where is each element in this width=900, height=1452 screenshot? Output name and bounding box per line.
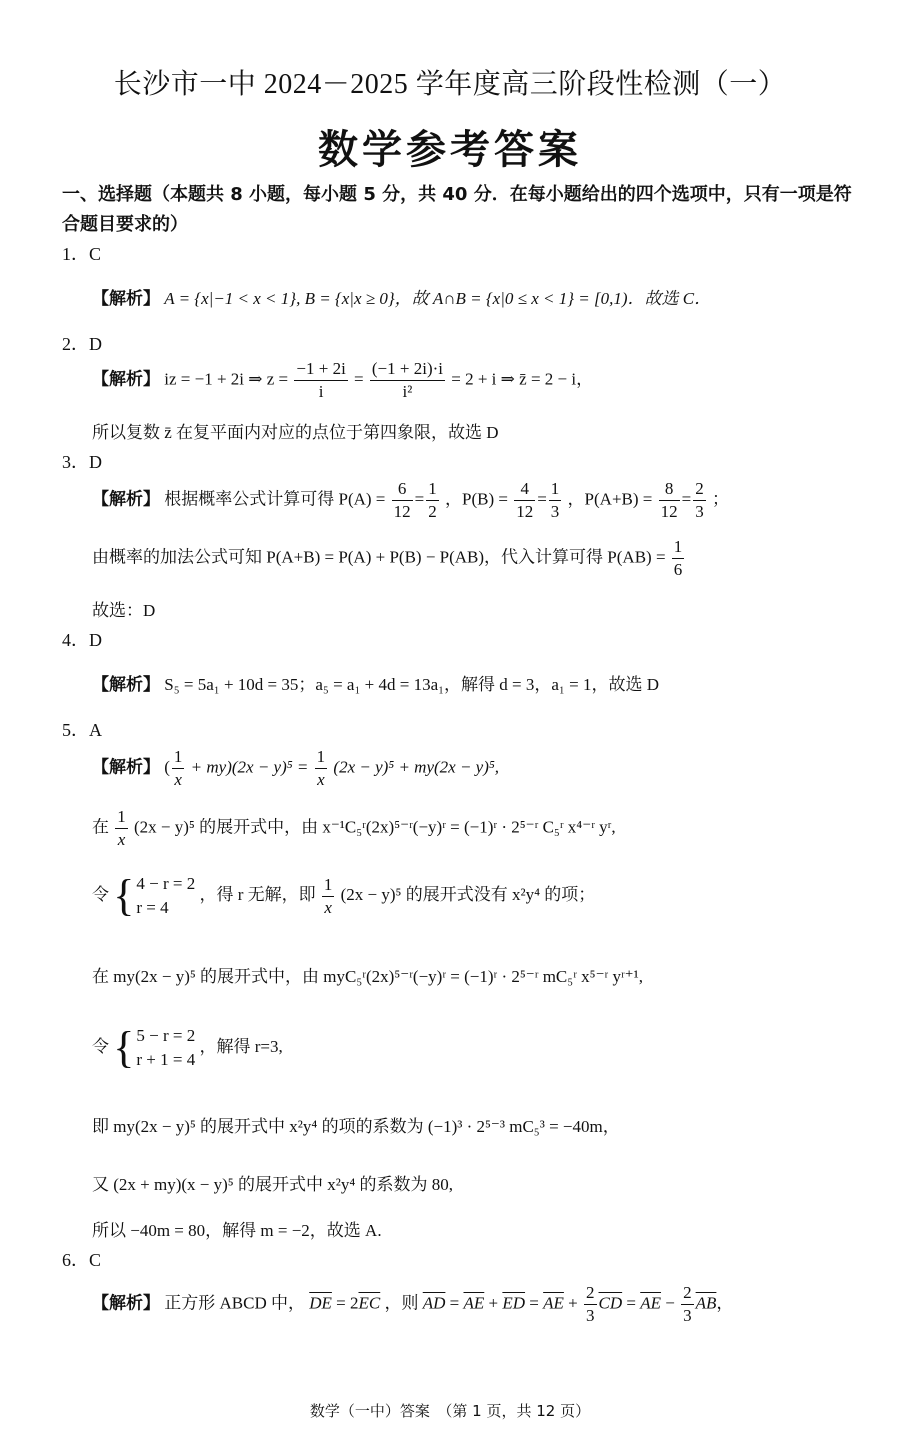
question-2-analysis <box>92 358 593 403</box>
question-3-label: 3．D <box>62 452 102 472</box>
numerator: 1 <box>172 746 185 769</box>
pa-fraction-reduced <box>426 478 439 523</box>
page-footer: 数学（一中）答案 （第 1 页，共 12 页） <box>309 1402 591 1420</box>
denominator: 2 <box>428 502 437 521</box>
q5-l3-c: (2x − y)⁵ 的展开式没有 x²y⁴ 的项； <box>340 884 596 904</box>
vector-ae-3: $\overline{AE}$ <box>640 1293 662 1313</box>
q5-l2-a: 在 <box>92 817 109 837</box>
denominator: 3 <box>695 502 704 521</box>
q6-j: ， <box>716 1293 734 1313</box>
vector-ec: $\overline{EC}$ <box>358 1293 381 1313</box>
question-5-label: 5．A <box>62 720 102 740</box>
q6-f: = <box>529 1293 539 1313</box>
analysis-tag: 【解析】 <box>92 675 160 695</box>
q6-c: ，则 <box>384 1293 419 1313</box>
equation-system-1 <box>136 872 195 920</box>
pb-fraction <box>514 478 535 523</box>
denominator: 12 <box>516 502 534 521</box>
numerator: 1 <box>426 478 439 501</box>
numerator: 8 <box>659 478 680 501</box>
q6-h: = <box>626 1293 636 1313</box>
page-subtitle: 数学参考答案 <box>318 127 582 173</box>
denominator: x <box>174 770 182 789</box>
system-row: 4 − r = 2 <box>136 874 196 893</box>
q6-g: + <box>568 1293 578 1313</box>
vector-cd: $\overline{CD}$ <box>598 1293 623 1313</box>
q5-l3-b: ，得 r 无解，即 <box>199 884 316 904</box>
numerator: 2 <box>681 1282 694 1305</box>
q2-line-2: 所以复数 z̄ 在复平面内对应的点位于第四象限，故选 D <box>92 423 499 442</box>
q6-b: = 2 <box>336 1293 359 1313</box>
denominator: x <box>324 897 332 917</box>
numerator: 4 <box>514 478 535 501</box>
denominator: x <box>117 830 126 849</box>
denominator: 3 <box>683 1306 692 1325</box>
question-1-analysis <box>92 284 711 309</box>
brace-icon: { <box>113 871 135 920</box>
q5-l5-a: 令 <box>92 1036 109 1056</box>
denominator: 6 <box>673 560 683 579</box>
q5-line-7: 又 (2x + my)(x − y)⁵ 的展开式中 x²y⁴ 的系数为 80, <box>92 1175 453 1194</box>
q2-fraction-2 <box>370 358 445 403</box>
q6-e: + <box>488 1293 499 1313</box>
q5-line-6: 即 my(2x − y)⁵ 的展开式中 x²y⁴ 的项的系数为 (−1)³ · 2⁵⁻³ mC₅³ = −40m， <box>92 1117 620 1136</box>
q5-paren: ( <box>164 757 170 777</box>
two-thirds-2 <box>681 1282 694 1327</box>
vector-ed: $\overline{ED}$ <box>502 1293 526 1313</box>
one-over-x-4 <box>322 874 335 919</box>
question-2-label: 2．D <box>62 334 102 354</box>
q1-text: A = {x|−1 < x < 1}, B = {x|x ≥ 0}，故 A∩B = {x|0 ≤ x < 1} = [0,1)．故选 C． <box>164 289 712 308</box>
numerator: 2 <box>693 478 706 501</box>
numerator: 1 <box>315 746 328 769</box>
q5-line-4: 在 my(2x − y)⁵ 的展开式中，由 myC₅ʳ(2x)⁵⁻ʳ(−y)ʳ = (−1)ʳ · 2⁵⁻ʳ mC₅ʳ x⁵⁻ʳ yʳ⁺¹, <box>92 967 643 986</box>
analysis-tag: 【解析】 <box>92 369 160 390</box>
q2-part-b: = 2 + i ⇒ z̄ = 2 − i， <box>451 369 594 389</box>
analysis-tag: 【解析】 <box>92 489 160 510</box>
question-6-analysis <box>92 1282 733 1327</box>
system-row: 5 − r = 2 <box>136 1026 196 1045</box>
q6-d: = <box>449 1293 460 1313</box>
q5-line-5 <box>92 1024 283 1072</box>
question-3-analysis: 【解析】 根据概率公式计算可得 P(A) = $\frac{6}{12}$ = $\frac{1}{2}$ ，P(B) = $\frac{4}{12}$ = $\frac{1}{3}$ ，P(A+B) = $\frac{8}{12}$ = $\frac{2}{3}$ ； <box>92 479 729 521</box>
section-heading: 一、选择题（本题共 8 小题，每小题 5 分，共 40 分．在每小题给出的四个选项中，只有一项是符合题目要求的） <box>62 184 852 235</box>
denominator: 3 <box>586 1306 595 1325</box>
q3-text-c: ，P(A+B) = <box>567 489 653 509</box>
q3-text-b: ，P(B) = <box>445 489 508 509</box>
system-row: r + 1 = 4 <box>136 1050 196 1069</box>
numerator: −1 + 2i <box>294 358 347 381</box>
numerator: 2 <box>584 1282 597 1305</box>
q6-i: − <box>665 1293 675 1313</box>
question-4-label: 4．D <box>62 630 102 650</box>
question-4-analysis <box>92 670 659 695</box>
q5-line-2 <box>92 806 616 851</box>
q3-line-3: 故选：D <box>92 601 156 620</box>
q5-l1-c: (2x − y)⁵ + my(2x − y)⁵, <box>333 757 500 777</box>
denominator: i <box>318 382 324 401</box>
q3-text-d: ； <box>711 489 729 509</box>
vector-ae-2: $\overline{AE}$ <box>543 1293 564 1313</box>
one-over-x-3 <box>115 806 128 851</box>
analysis-tag: 【解析】 <box>92 1293 160 1314</box>
equation-system-2 <box>136 1024 195 1072</box>
q5-line-8: 所以 −40m = 80，解得 m = −2，故选 A. <box>92 1221 382 1240</box>
question-5-analysis <box>92 746 499 791</box>
q5-l5-b: ，解得 r=3, <box>199 1036 283 1056</box>
vector-ad: $\overline{AD}$ <box>422 1293 446 1313</box>
denominator: 12 <box>660 502 678 521</box>
two-thirds <box>584 1282 597 1327</box>
page-title: 长沙市一中 2024－2025 学年度高三阶段性检测（一） <box>113 69 787 100</box>
denominator: x <box>317 770 325 789</box>
numerator: 6 <box>392 478 413 501</box>
pab-fraction-reduced <box>693 478 706 523</box>
q3-text-a: 根据概率公式计算可得 P(A) = <box>164 489 386 509</box>
numerator: 1 <box>115 806 128 829</box>
denominator: 3 <box>550 502 560 521</box>
denominator: 12 <box>393 502 411 521</box>
one-over-x <box>172 746 185 791</box>
numerator: 1 <box>672 536 685 559</box>
vector-ae: $\overline{AE}$ <box>463 1293 485 1313</box>
vector-ab: $\overline{AB}$ <box>695 1293 717 1313</box>
q3-line-2-text: 由概率的加法公式可知 P(A+B) = P(A) + P(B) − P(AB)，代入计算可得 P(AB) = <box>92 547 666 567</box>
pb-fraction-reduced <box>549 478 562 523</box>
denominator: i² <box>402 382 413 401</box>
q5-l1-b: + my)(2x − y)⁵ = <box>190 757 309 777</box>
one-over-x-2 <box>315 746 328 791</box>
numerator: 1 <box>322 874 335 897</box>
pab-fraction <box>659 478 680 523</box>
q3-line-2 <box>92 536 686 581</box>
analysis-tag: 【解析】 <box>92 757 160 778</box>
pab-result-fraction <box>672 536 685 581</box>
q5-l3-a: 令 <box>92 884 109 904</box>
vector-de: $\overline{DE}$ <box>309 1293 332 1313</box>
pa-fraction <box>392 478 413 523</box>
question-6-label: 6．C <box>62 1250 102 1270</box>
numerator: 1 <box>549 478 562 501</box>
q2-fraction-1 <box>294 358 347 403</box>
q5-line-3 <box>92 872 595 920</box>
numerator: (−1 + 2i)·i <box>370 358 445 381</box>
q4-text: S₅ = 5a₁ + 10d = 35；a₅ = a₁ + 4d = 13a₁，解得 d = 3，a₁ = 1，故选 D <box>164 675 659 694</box>
question-1-label: 1．C <box>62 244 102 264</box>
system-row: r = 4 <box>136 898 169 917</box>
q6-a: 正方形 ABCD 中， <box>164 1293 305 1313</box>
q2-part-a: iz = −1 + 2i ⇒ z = <box>164 369 289 389</box>
q5-l2-b: (2x − y)⁵ 的展开式中，由 x⁻¹C₅ʳ(2x)⁵⁻ʳ(−y)ʳ = (−1)ʳ · 2⁵⁻ʳ C₅ʳ x⁴⁻ʳ yʳ, <box>134 817 616 837</box>
q2-eq: = <box>354 369 364 389</box>
analysis-tag: 【解析】 <box>92 289 160 309</box>
brace-icon: { <box>113 1023 135 1072</box>
